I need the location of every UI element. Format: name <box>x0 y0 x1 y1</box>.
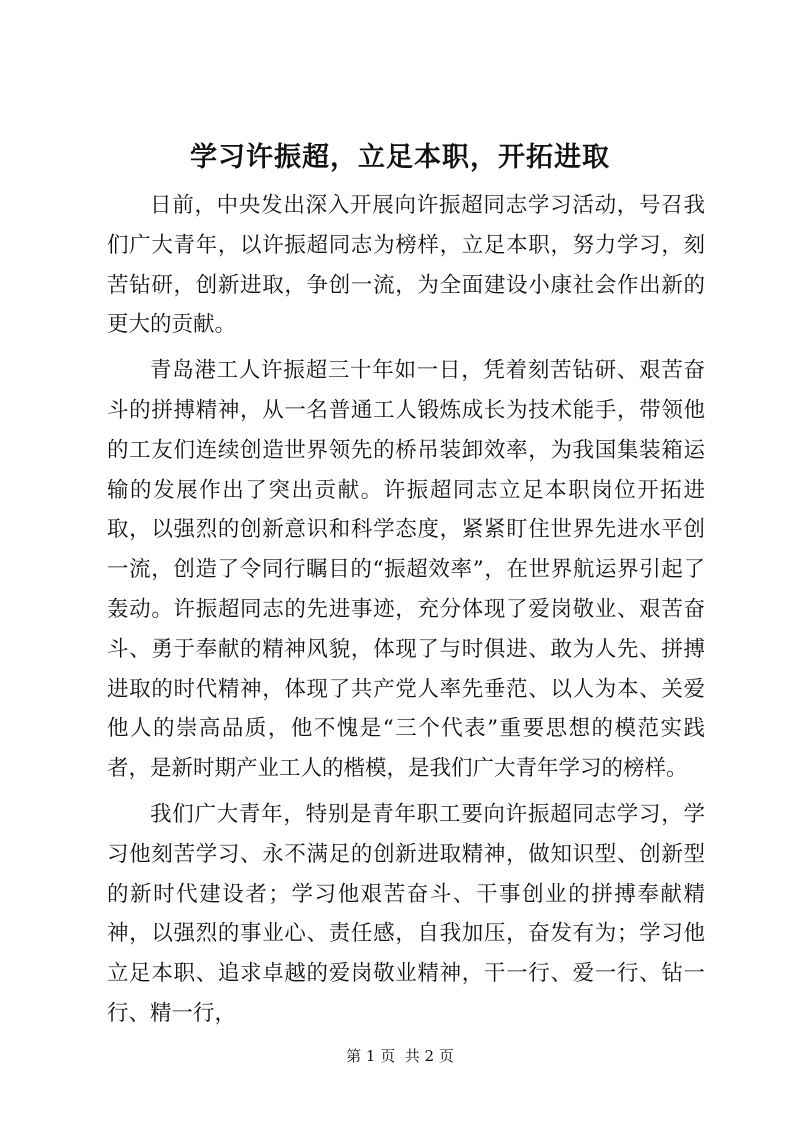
document-body <box>107 186 705 1040</box>
page-title: 学习许振超，立足本职，开拓进取 <box>190 142 610 173</box>
paragraph-3: 我们广大青年，特别是青年职工要向许振超同志学习，学习他刻苦学习、永不满足的创新进取精神，做知识型、创新型的新时代建设者；学习他艰苦奋斗、干事创业的拼搏奉献精神，以强烈的事业心、责任感，自我加压，奋发有为；学习他立足本职、追求卓越的爱岗敬业精神，干一行、爱一行、钻一行、精一行， <box>107 801 705 1026</box>
page-number-label: 第 1 页 共 2 页 <box>346 1047 454 1065</box>
page-footer <box>0 1046 800 1066</box>
paragraph-1: 日前，中央发出深入开展向许振超同志学习活动，号召我们广大青年，以许振超同志为榜样，立足本职，努力学习，刻苦钻研，创新进取，争创一流，为全面建设小康社会作出新的更大的贡献。 <box>107 193 705 338</box>
paragraph-2: 青岛港工人许振超三十年如一日，凭着刻苦钻研、艰苦奋斗的拼搏精神，从一名普通工人锻炼成长为技术能手，带领他的工友们连续创造世界领先的桥吊装卸效率，为我国集装箱运输的发展作出了突出贡献。许振超同志立足本职岗位开拓进取，以强烈的创新意识和科学态度，紧紧盯住世界先进水平创一流，创造了令同行瞩目的“振超效率”，在世界航运界引起了轰动。许振超同志的先进事迹，充分体现了爱岗敬业、艰苦奋斗、勇于奉献的精神风貌，体现了与时俱进、敢为人先、拼搏进取的时代精神，体现了共产党人率先垂范、以人为本、关爱他人的崇高品质，他不愧是“三个代表”重要思想的模范实践者，是新时期产业工人的楷模，是我们广大青年学习的榜样。 <box>107 358 705 782</box>
